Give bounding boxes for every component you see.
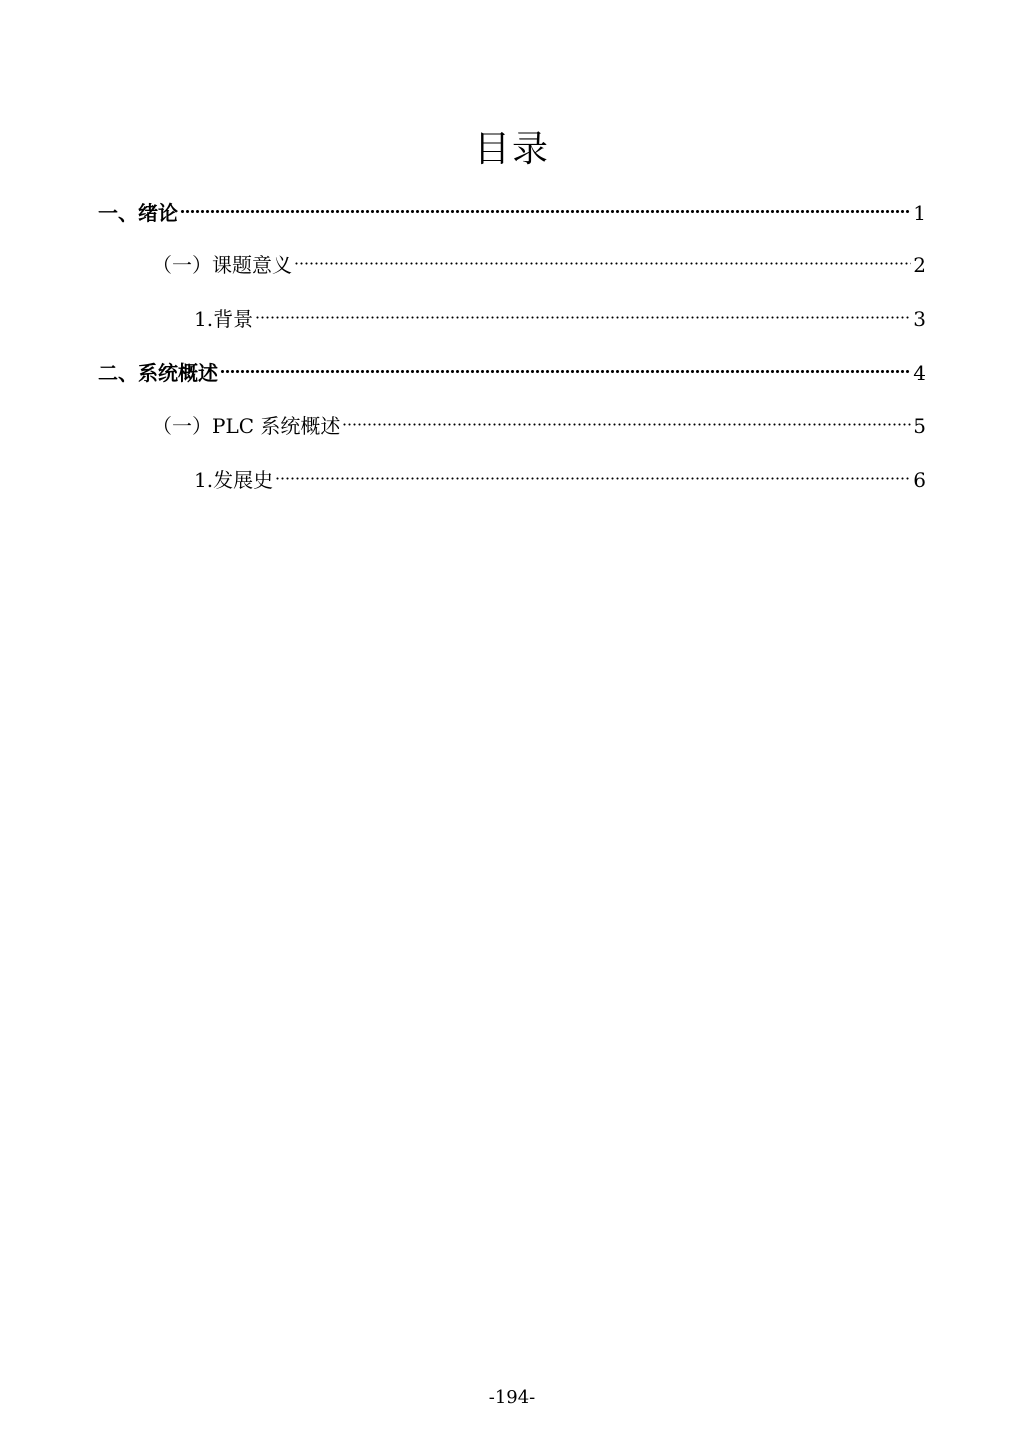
toc-entry-background[interactable] xyxy=(194,296,926,331)
toc-entry-label: 1.背景 xyxy=(194,307,254,331)
toc-entry-page: 4 xyxy=(913,361,926,385)
toc-entry-topic-significance[interactable] xyxy=(152,242,926,277)
toc-dot-leader xyxy=(275,457,911,487)
toc-dot-leader xyxy=(220,350,911,380)
toc-dot-leader xyxy=(255,296,911,326)
toc-entry-label: 一、绪论 xyxy=(98,201,178,225)
page-title: 目录 xyxy=(473,129,550,170)
footer-page-number: -194- xyxy=(488,1387,536,1408)
toc-entry-page: 3 xyxy=(913,307,926,331)
toc-dot-leader xyxy=(180,190,911,220)
toc-entry-label: 1.发展史 xyxy=(194,468,274,492)
toc-entry-label: （一）PLC 系统概述 xyxy=(152,414,341,438)
toc-entry-label: （一）课题意义 xyxy=(152,253,292,277)
toc-entry-page: 6 xyxy=(913,468,926,492)
toc-entry-page: 1 xyxy=(913,201,926,225)
toc-entry-history[interactable] xyxy=(194,457,926,492)
toc-entry-label: 二、系统概述 xyxy=(98,361,218,385)
toc-entry-page: 2 xyxy=(913,253,926,277)
toc-entry-system-overview[interactable] xyxy=(98,350,926,385)
toc-dot-leader xyxy=(342,403,911,433)
toc-entry-introduction[interactable] xyxy=(98,190,926,225)
toc-entry-page: 5 xyxy=(913,414,926,438)
toc-dot-leader xyxy=(294,242,911,272)
toc-entry-plc-overview[interactable] xyxy=(152,403,926,438)
